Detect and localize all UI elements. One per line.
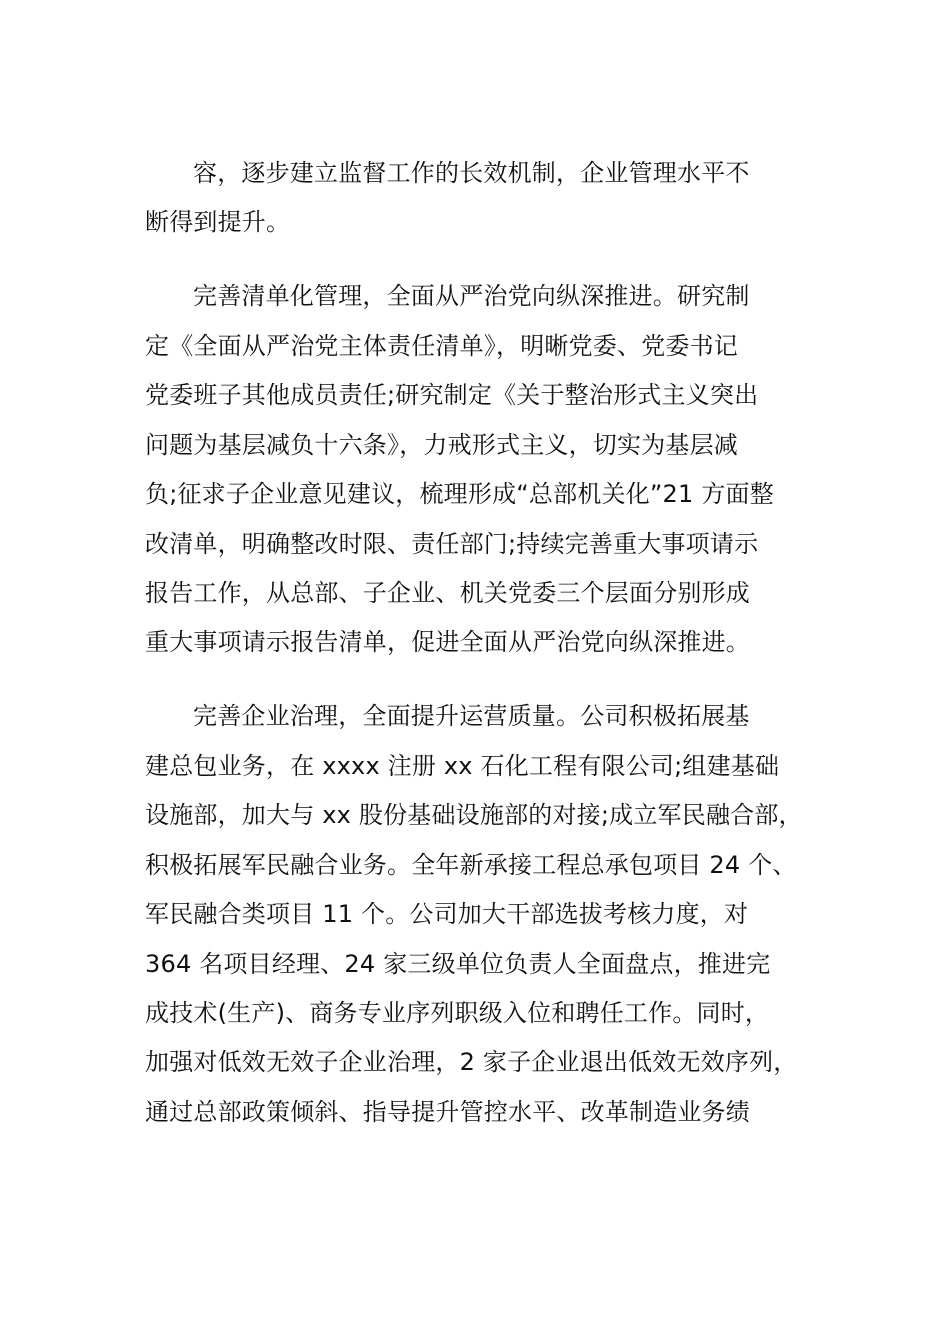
paragraph-2-line-6: 改清单，明确整改时限、责任部门;持续完善重大事项请示 [145,530,759,558]
paragraph-3-line-8: 加强对低效无效子企业治理，2 家子企业退出低效无效序列， [145,1048,798,1076]
paragraph-2-line-5: 负;征求子企业意见建议，梳理形成“总部机关化”21 方面整 [145,480,774,508]
paragraph-3-line-9: 通过总部政策倾斜、指导提升管控水平、改革制造业务绩 [145,1098,750,1126]
paragraph-2-line-7: 报告工作，从总部、子企业、机关党委三个层面分别形成 [145,579,750,607]
paragraph-3-line-2: 建总包业务，在 xxxx 注册 xx 石化工程有限公司;组建基础 [145,752,780,780]
paragraph-3-line-5: 军民融合类项目 11 个。公司加大干部选拔考核力度，对 [145,900,749,928]
paragraph-3-line-1: 完善企业治理，全面提升运营质量。公司积极拓展基 [193,702,750,730]
paragraph-2-line-2: 定《全面从严治党主体责任清单》，明晰党委、党委书记 [145,332,738,360]
paragraph-3-line-6: 364 名项目经理、24 家三级单位负责人全面盘点，推进完 [145,950,771,978]
paragraph-3-line-4: 积极拓展军民融合业务。全年新承接工程总承包项目 24 个、 [145,851,797,879]
paragraph-2-line-4: 问题为基层减负十六条》，力戒形式主义，切实为基层减 [145,431,738,459]
paragraph-2-line-1: 完善清单化管理，全面从严治党向纵深推进。研究制 [193,282,750,310]
paragraph-2-line-8: 重大事项请示报告清单，促进全面从严治党向纵深推进。 [145,628,750,656]
paragraph-3-line-7: 成技术(生产)、商务专业序列职级入位和聘任工作。同时， [145,999,770,1027]
paragraph-1-line-2: 断得到提升。 [145,208,291,236]
paragraph-1-line-1: 容，逐步建立监督工作的长效机制，企业管理水平不 [193,159,750,187]
paragraph-2-line-3: 党委班子其他成员责任;研究制定《关于整治形式主义突出 [145,381,759,409]
paragraph-3-line-3: 设施部，加大与 xx 股份基础设施部的对接;成立军民融合部， [145,801,803,829]
